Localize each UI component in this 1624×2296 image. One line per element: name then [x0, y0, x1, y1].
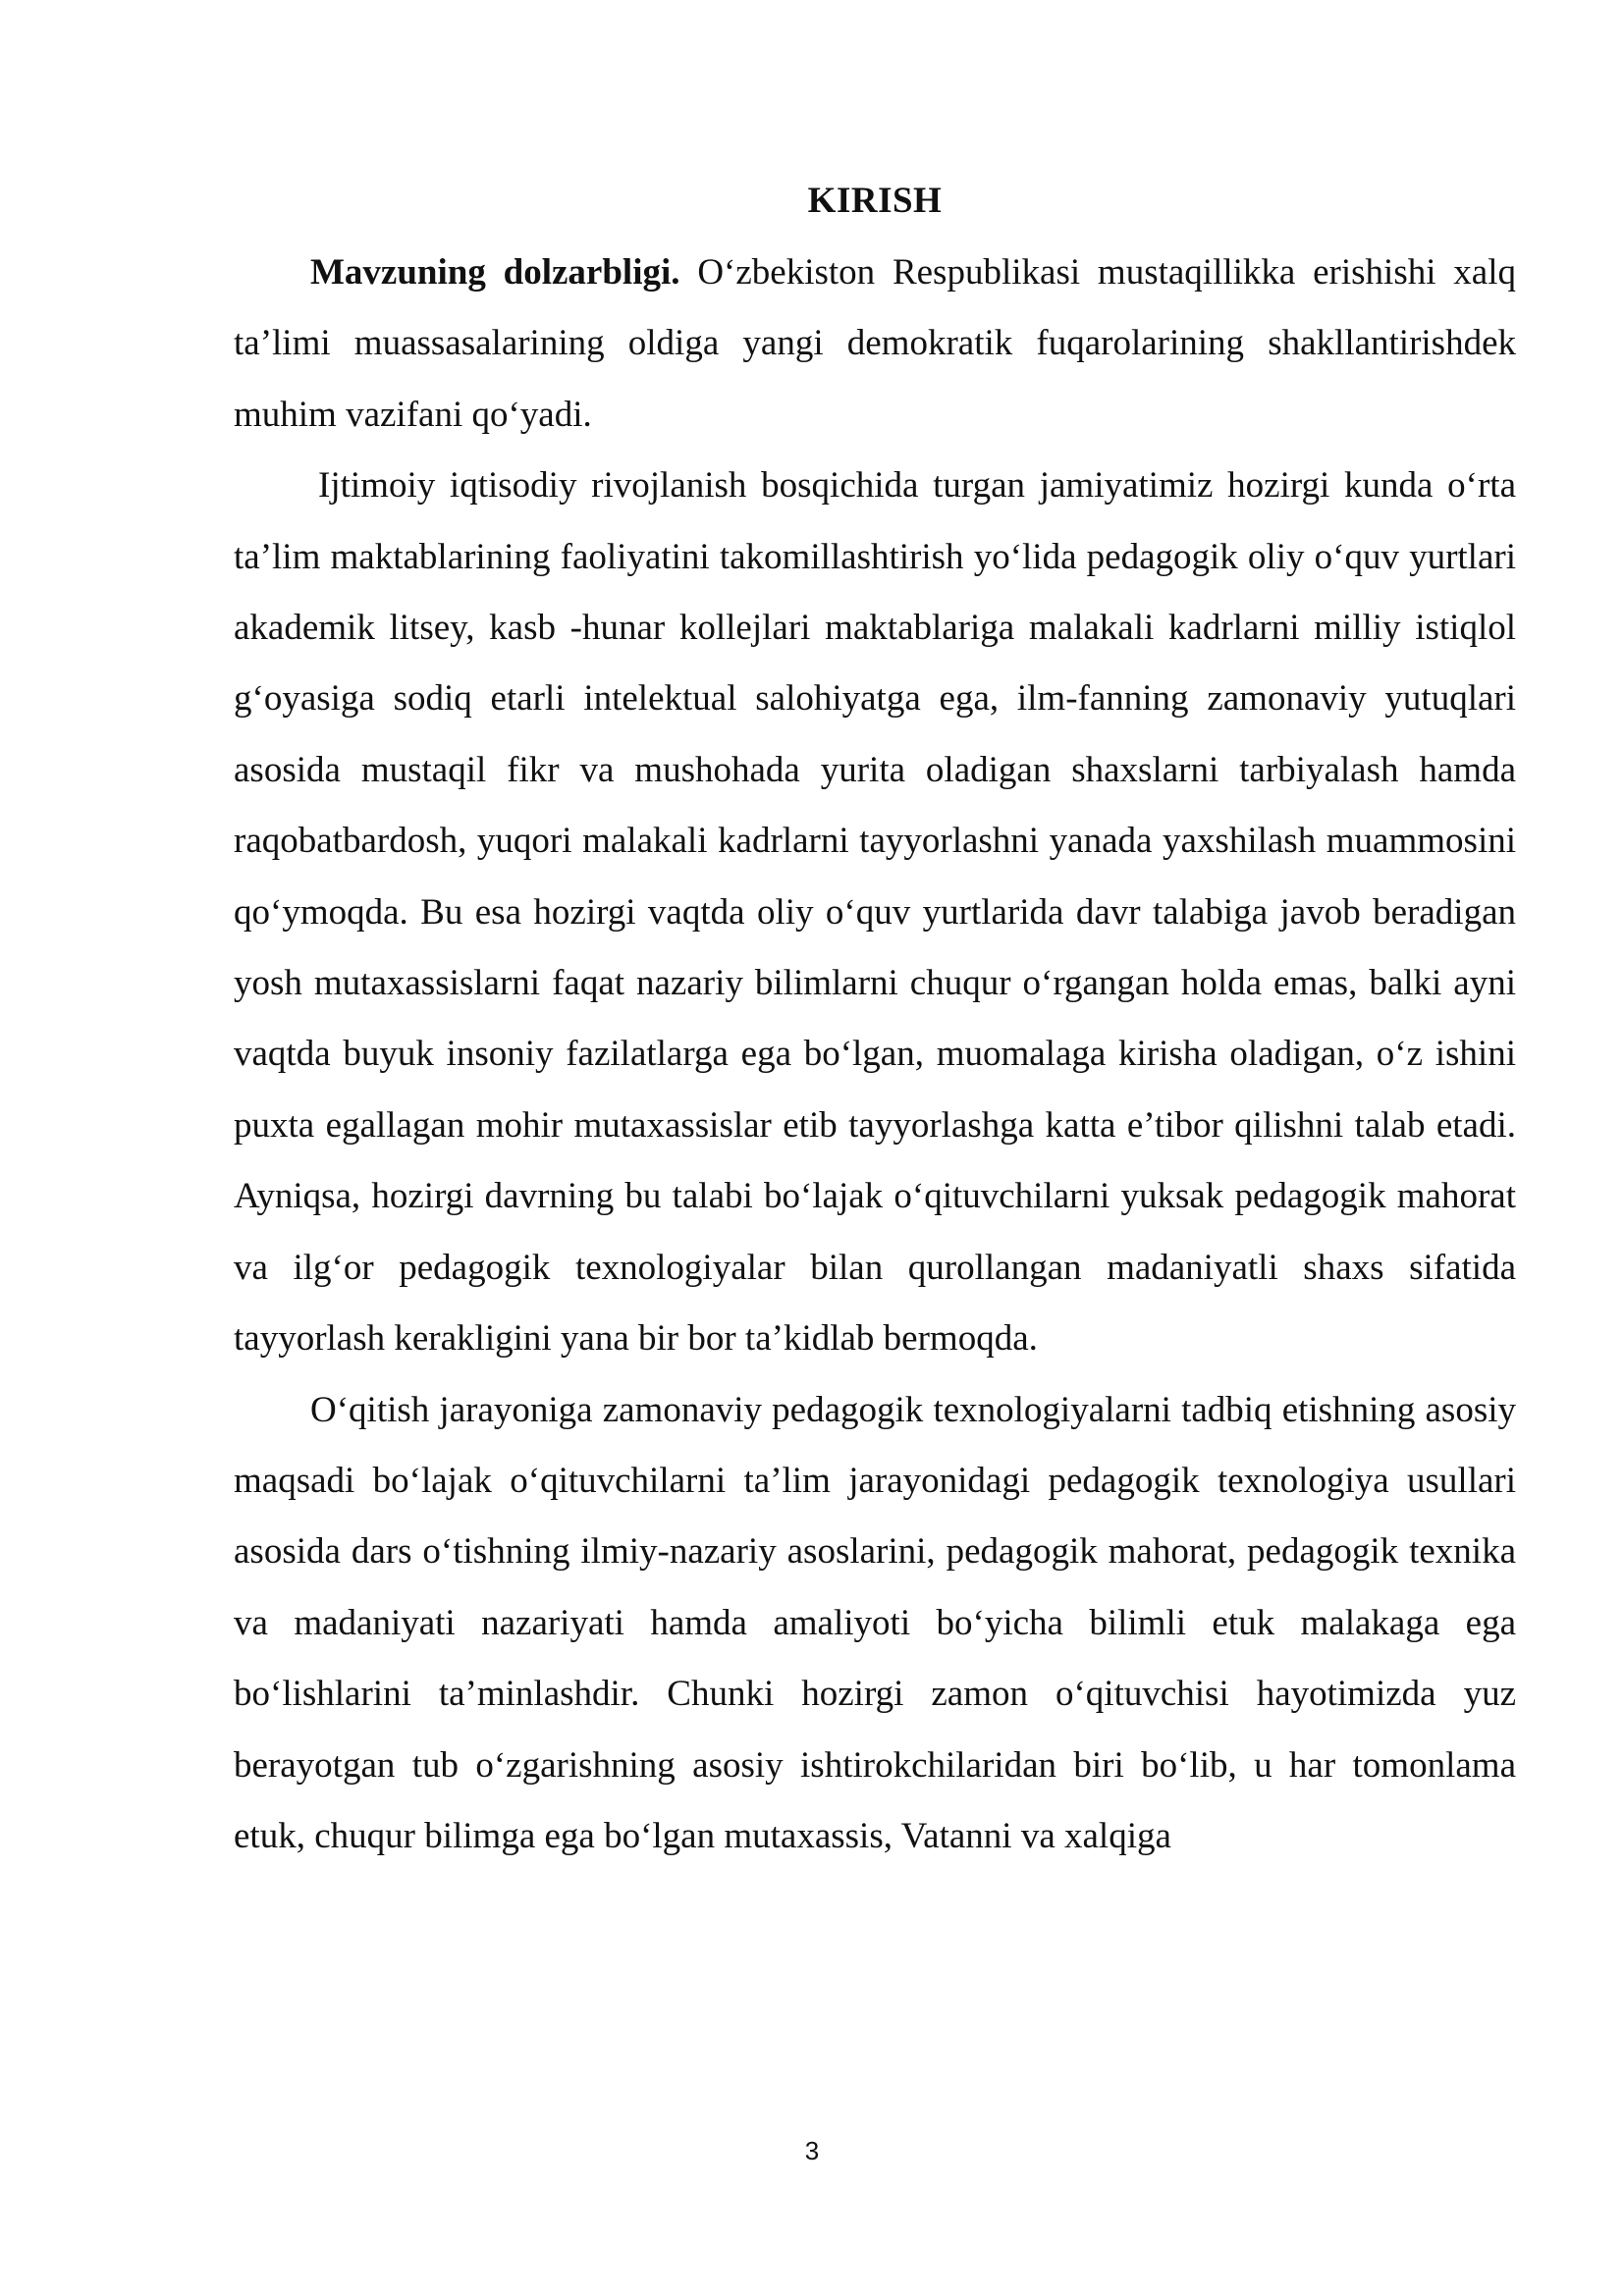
paragraph-socio-economic: [234, 451, 1516, 1374]
paragraph-text: O‘zbekiston Respublikasi mustaqillikka erishishi xalq ta’limi muassasalarining oldiga yangi demokratik fuqarolarining shakllantirishdek muhim vazifani qo‘yadi.: [234, 252, 1517, 435]
paragraph-relevance: [234, 238, 1516, 451]
paragraph-lead: Mavzuning dolzarbligi.: [310, 252, 680, 293]
page-content: [234, 173, 1516, 1872]
page-number: 3: [804, 2136, 820, 2165]
section-title: KIRISH: [807, 181, 943, 221]
paragraph-text: Ijtimoiy iqtisodiy rivojlanish bosqichida turgan jamiyatimiz hozirgi kunda o‘rta ta’lim maktablarining faoliyatini takomillashtirish yo‘lida pedagogik oliy o‘quv yurtlari akademik litsey, kasb -hunar kollejlari maktablariga malakali kadrlarni milliy istiqlol g‘oyasiga sodiq etarli intelektual salohiyatga ega, ilm-fanning zamonaviy yutuqlari asosida mustaqil fikr va mushohada yurita oladigan shaxslarni tarbiyalash hamda raqobatbardosh, yuqori malakali kadrlarni tayyorlashni yanada yaxshilash muammosini qo‘ymoqda. Bu esa hozirgi vaqtda oliy o‘quv yurtlarida davr talabiga javob beradigan yosh mutaxassislarni faqat nazariy bilimlarni chuqur o‘rgangan holda emas, balki ayni vaqtda buyuk insoniy fazilatlarga ega bo‘lgan, muomalaga kirisha oladigan, o‘z ishini puxta egallagan mohir mutaxassislar etib tayyorlashga katta e’tibor qilishni talab etadi. Ayniqsa, hozirgi davrning bu talabi bo‘lajak o‘qituvchilarni yuksak pedagogik mahorat va ilg‘or pedagogik texnologiyalar bilan qurollangan madaniyatli shaxs sifatida tayyorlash kerakligini yana bir bor ta’kidlab bermoqda.: [234, 465, 1516, 1360]
paragraph-text: O‘qitish jarayoniga zamonaviy pedagogik texnologiyalarni tadbiq etishning asosiy maqsadi bo‘lajak o‘qituvchilarni ta’lim jarayonidagi pedagogik texnologiya usullari asosida dars o‘tishning ilmiy-nazariy asoslarini, pedagogik mahorat, pedagogik texnika va madaniyati nazariyati hamda amaliyoti bo‘yicha bilimli etuk malakaga ega bo‘lishlarini ta’minlashdir. Chunki hozirgi zamon o‘qituvchisi hayotimizda yuz berayotgan tub o‘zgarishning asosiy ishtirokchilaridan biri bo‘lib, u har tomonlama etuk, chuqur bilimga ega bo‘lgan mutaxassis, Vatanni va xalqiga: [234, 1389, 1516, 1856]
paragraph-teaching-process: [234, 1375, 1516, 1873]
